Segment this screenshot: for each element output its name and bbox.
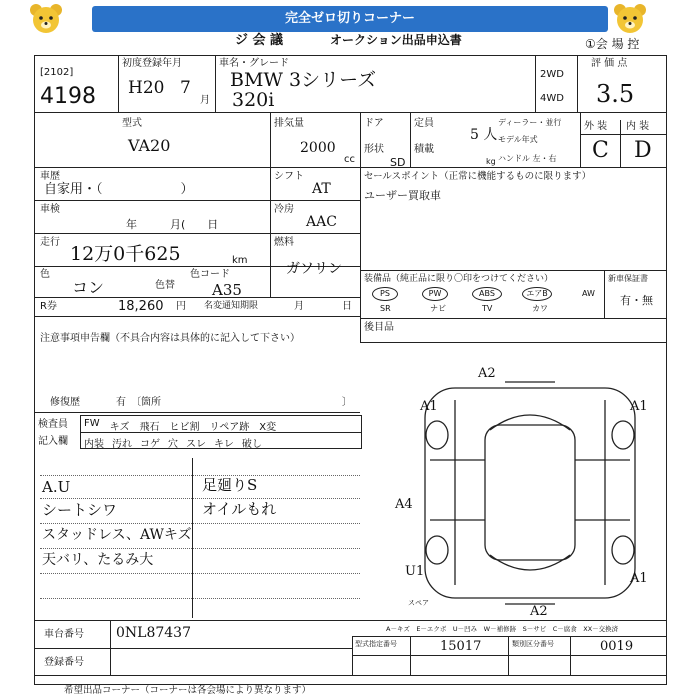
repair-label: 修復歴	[50, 397, 80, 408]
displacement-value: 2000	[300, 140, 336, 156]
entry-item: 内装	[84, 439, 104, 450]
class-no-label: 類別区分番号	[512, 640, 554, 648]
entry-item: コゲ	[140, 439, 160, 450]
damage-mark-left-side: A4	[395, 497, 413, 512]
handle-label: ハンドル 左・右	[498, 154, 557, 163]
model-year-label: モデル年式	[498, 135, 538, 144]
shape-label: 形状	[364, 144, 384, 155]
dealer-label: ディーラー・並行	[498, 118, 562, 127]
exterior-label: 外 装	[584, 121, 608, 132]
equip-abs: ABS	[472, 287, 502, 301]
legend-text: A－キズ E－エクボ U－凹み W－補修跡 S－サビ C－腐食 XX－交換済	[386, 625, 619, 633]
equip-leather: カワ	[532, 304, 548, 313]
recycle-value: 18,260	[118, 299, 164, 314]
first-reg-era: H20	[128, 78, 165, 98]
lot-code: [2102]	[40, 67, 74, 78]
displacement-unit: cc	[344, 154, 355, 165]
color-code-value: A35	[212, 281, 242, 299]
inspection-item: リペア跡	[209, 422, 250, 433]
fuel-value: ガソリン	[286, 261, 342, 277]
corner-banner: 完全ゼロ切りコーナー	[92, 6, 608, 32]
class-no-value: 0019	[600, 639, 634, 654]
damage-mark-bottom: A2	[530, 604, 548, 619]
inspection-item: 飛石	[139, 422, 160, 433]
drive-4wd: 4WD	[540, 93, 564, 104]
inspection-item: FW	[84, 418, 100, 429]
mileage-unit: km	[232, 255, 248, 266]
door-label: ドア	[364, 118, 384, 129]
type-no-value: 15017	[440, 639, 482, 654]
model-type-label: 型式	[122, 118, 142, 129]
entry-item: 穴	[168, 439, 178, 450]
usage-value: 自家用・（ ）	[44, 182, 194, 197]
lot-number: 4198	[40, 84, 96, 109]
damage-mark-top: A2	[478, 366, 496, 381]
mileage-value: 12万0千625	[70, 243, 181, 265]
chassis-no-value: 0NL87437	[116, 625, 191, 641]
first-reg-month: 7	[180, 78, 191, 98]
mileage-label: 走行	[40, 237, 60, 248]
entry-item: キレ	[214, 439, 234, 450]
exterior-grade: C	[592, 138, 609, 163]
equipment-label: 装備品（純正品に限り〇印をつけてください）	[364, 274, 554, 284]
venue-copy-label: ①会 場 控	[585, 37, 640, 51]
bear-mascot-icon	[28, 2, 64, 38]
partial-logo: ジ 会 議	[235, 33, 284, 48]
reg-no-label: 登録番号	[44, 657, 84, 668]
usage-label: 車歴	[40, 171, 60, 182]
sales-point-label: セールスポイント（正常に機能するものに限ります）	[364, 171, 592, 182]
note-right-1: 足廻りS	[202, 476, 258, 494]
shaken-value: 年 月( 日	[126, 218, 219, 231]
damage-mark-front-left: A1	[420, 399, 438, 414]
cooling-label: 冷房	[274, 204, 294, 215]
equip-airbag: エアB	[522, 287, 552, 301]
damage-mark-rear-left: U1	[405, 564, 425, 579]
shift-label: シフト	[274, 171, 304, 182]
color-value: コン	[72, 278, 105, 297]
warranty-options: 有・無	[620, 294, 653, 307]
car-name-label: 車名・グレード	[219, 58, 289, 69]
inspection-item: ヒビ割	[169, 422, 200, 433]
drive-2wd: 2WD	[540, 69, 564, 80]
note-right-2: オイルもれ	[202, 500, 277, 518]
fuel-label: 燃料	[274, 237, 294, 248]
capacity-value: 5 人	[470, 127, 498, 143]
score-label: 評 価 点	[591, 58, 628, 69]
capacity-label: 定員	[414, 118, 434, 129]
note-left-2: シートシワ	[42, 501, 118, 519]
inspection-label: 検査員	[38, 419, 68, 430]
color-code-label: 色コード	[190, 269, 230, 280]
shift-value: AT	[312, 181, 331, 197]
entry-item: スレ	[186, 439, 206, 450]
type-no-label: 型式指定番号	[355, 640, 397, 648]
equip-ps: PS	[372, 287, 398, 301]
first-reg-label: 初度登録年月	[122, 58, 182, 69]
desired-corner-label: 希望出品コーナー（コーナーは各会場により異なります）	[64, 685, 312, 696]
entry-label: 記入欄	[38, 436, 68, 447]
loading-label: 積載	[414, 144, 434, 155]
inspection-item: キズ	[109, 422, 130, 433]
interior-grade: D	[634, 138, 652, 163]
new-car-warranty-label: 新車保証書	[608, 274, 648, 283]
score-value: 3.5	[596, 80, 635, 108]
chassis-no-label: 車台番号	[44, 629, 84, 640]
entry-item: 汚れ	[112, 439, 132, 450]
spare-note: スペア	[408, 599, 429, 607]
equip-pw: PW	[422, 287, 448, 301]
note-left-4: 天バリ、たるみ大	[42, 552, 154, 568]
repair-status: 有 〔箇所	[116, 397, 161, 408]
bear-mascot-icon	[612, 2, 648, 38]
model-type-value: VA20	[128, 136, 171, 155]
tax-month: 月	[294, 301, 304, 312]
entry-item: 破し	[241, 439, 262, 450]
note-left-1: A.U	[42, 478, 71, 496]
damage-mark-front-right: A1	[630, 399, 648, 414]
repair-close: 〕	[342, 397, 352, 408]
tax-notice-label: 名変通知期限	[204, 301, 259, 311]
shaken-label: 車検	[40, 204, 60, 215]
auction-title: オークション出品申込書	[330, 33, 462, 47]
equip-sr: SR	[380, 304, 391, 313]
grade-value: 320i	[232, 89, 275, 111]
recycle-label: R券	[40, 301, 57, 312]
sales-point-text: ユーザー買取車	[364, 189, 441, 202]
equip-tv: TV	[482, 304, 493, 313]
cooling-value: AAC	[306, 214, 337, 230]
notes-label: 注意事項申告欄（不具合内容は具体的に記入して下さい）	[40, 333, 300, 344]
equip-aw: AW	[582, 289, 595, 298]
tax-day: 日	[342, 301, 352, 312]
shape-value: SD	[390, 156, 406, 169]
note-left-3: スタッドレス、AWキズ	[42, 527, 192, 543]
color-label: 色	[40, 269, 50, 280]
rear-seat-label: 後目品	[364, 322, 394, 333]
damage-mark-rear-right: A1	[630, 571, 648, 586]
car-name-value: BMW 3シリーズ	[230, 69, 377, 91]
displacement-label: 排気量	[274, 118, 304, 129]
equip-navi: ナビ	[430, 304, 446, 313]
first-reg-month-unit: 月	[200, 95, 210, 106]
loading-unit: kg	[486, 157, 496, 166]
color-change-label: 色替	[155, 280, 175, 291]
recycle-yen: 円	[176, 301, 186, 312]
inspection-item: X変	[259, 422, 277, 433]
interior-label: 内 装	[626, 121, 650, 132]
